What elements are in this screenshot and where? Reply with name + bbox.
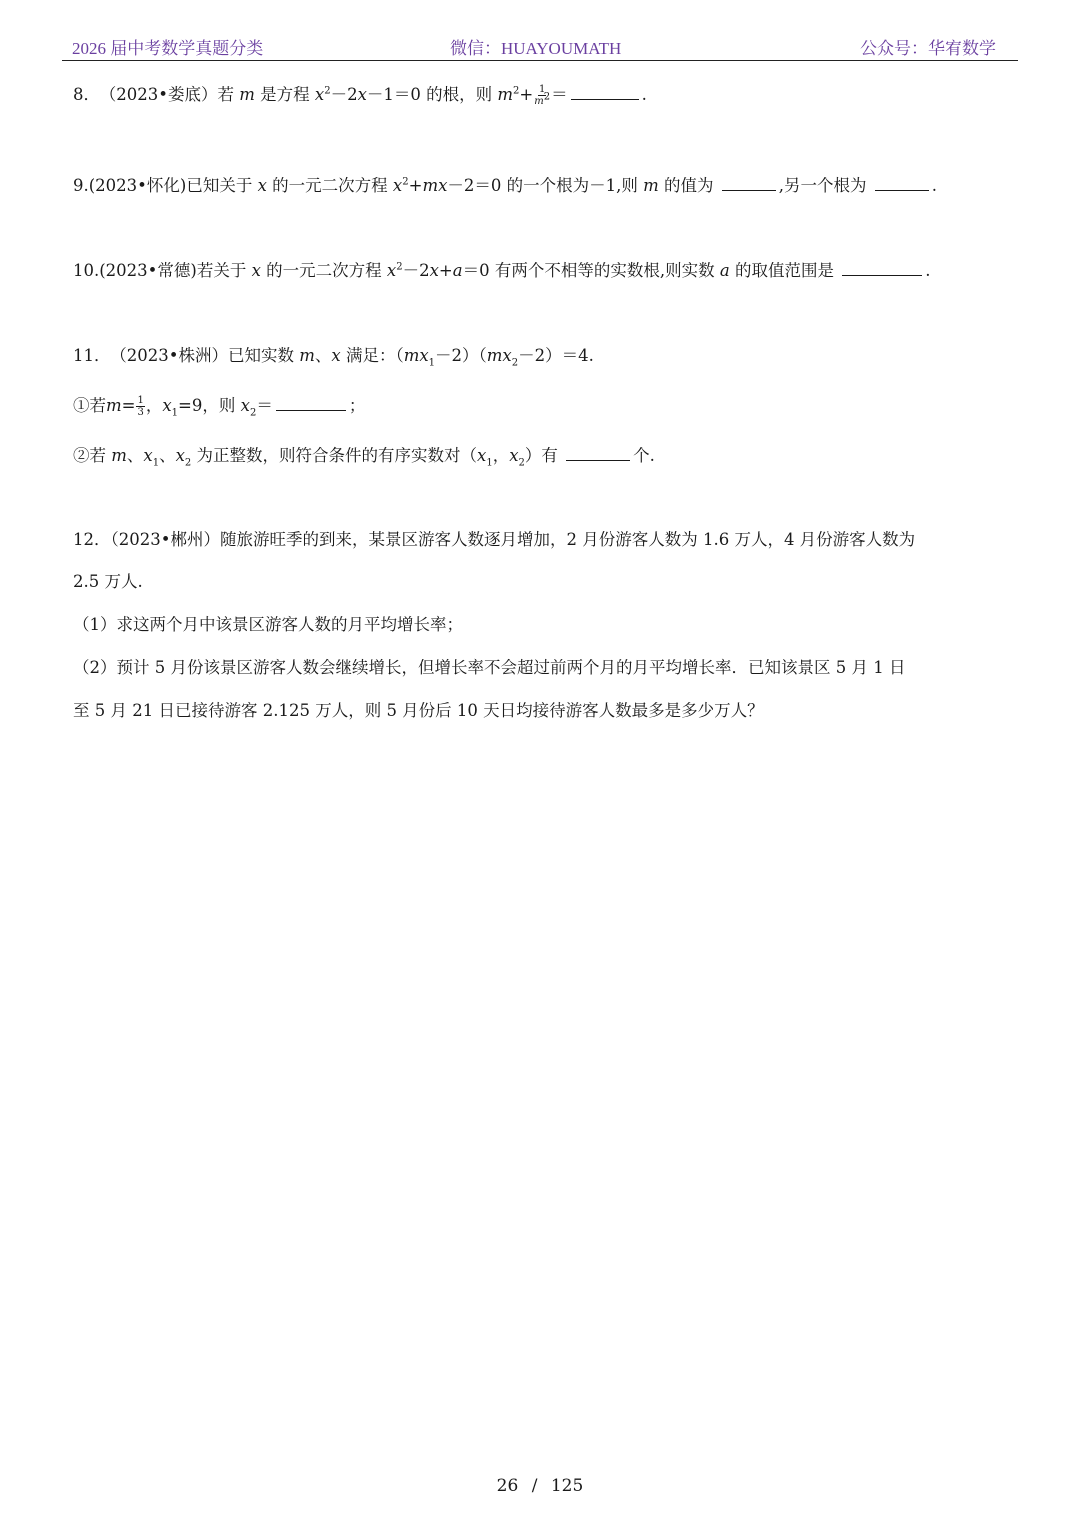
question-source: (2023•怀化) bbox=[88, 176, 187, 195]
question-11-part-2: ②若 m、$x_1$、$x_2$ 为正整数，则符合条件的有序实数对（$x_1$，$x_2$）有 个. bbox=[73, 446, 655, 469]
header-wechat: 微信：HUAYOUMATH bbox=[450, 39, 622, 58]
page-number: 26 / 125 bbox=[496, 1476, 584, 1496]
answer-blank bbox=[842, 259, 922, 276]
page-header bbox=[62, 30, 1018, 61]
answer-blank bbox=[276, 394, 346, 411]
question-number: 11． bbox=[73, 346, 111, 365]
question-12-line-2: 2.5 万人. bbox=[73, 572, 143, 591]
answer-blank bbox=[566, 444, 630, 461]
answer-blank bbox=[722, 174, 776, 191]
question-12-part-2-line-1: （2）预计 5 月份该景区游客人数会继续增长，但增长率不会超过前两个月的月平均增长率．已知该景区 5 月 1 日 bbox=[73, 658, 906, 677]
question-12-line-1: 12．（2023•郴州）随旅游旺季的到来，某景区游客人数逐月增加，2 月份游客人数为 1.6 万人，4 月份游客人数为 bbox=[73, 530, 916, 549]
question-9: 9.(2023•怀化)已知关于 x 的一元二次方程 $x^2+mx-2=0$ 的一个根为－1,则 m 的值为 ,另一个根为 . bbox=[73, 176, 938, 195]
header-account: 公众号：华宥数学 bbox=[860, 39, 996, 58]
question-12-part-2-line-2: 至 5 月 21 日已接待游客 2.125 万人，则 5 月份后 10 天日均接待游客人数最多是多少万人？ bbox=[73, 701, 764, 720]
question-10: 10.(2023•常德)若关于 x 的一元二次方程 $x^2-2x+a=0$ 有两个不相等的实数根,则实数 a 的取值范围是 . bbox=[73, 261, 931, 280]
fraction: $\frac{1}{m^2}$ bbox=[534, 84, 551, 107]
question-source: (2023•常德) bbox=[99, 261, 197, 280]
answer-blank bbox=[875, 174, 929, 191]
question-8: 8． （2023•娄底）若 m 是方程 $x^2-2x-1=0$ 的根，则 $m^2+$ $\frac{1}{m^2}$ ＝ . bbox=[73, 84, 647, 107]
question-11-part-1: ①若m= $\frac{1}{3}$ ，$x_1=9$，则 $x_2=$ ； bbox=[73, 395, 366, 419]
question-number: 9. bbox=[73, 176, 89, 195]
question-number: 8． bbox=[73, 85, 100, 104]
fraction: $\frac{1}{3}$ bbox=[137, 395, 144, 418]
answer-blank bbox=[571, 83, 639, 100]
question-11: 11． （2023•株洲）已知实数 m、x 满足：$(mx_1-2)(mx_2-2)=4$. bbox=[73, 346, 594, 369]
question-number: 10. bbox=[73, 261, 100, 280]
question-source: （2023•株洲） bbox=[118, 346, 228, 365]
question-source: （2023•娄底） bbox=[108, 85, 218, 104]
question-12-part-1: （1）求这两个月中该景区游客人数的月平均增长率； bbox=[73, 615, 463, 634]
header-series-title: 2026 届中考数学真题分类 bbox=[72, 39, 264, 58]
